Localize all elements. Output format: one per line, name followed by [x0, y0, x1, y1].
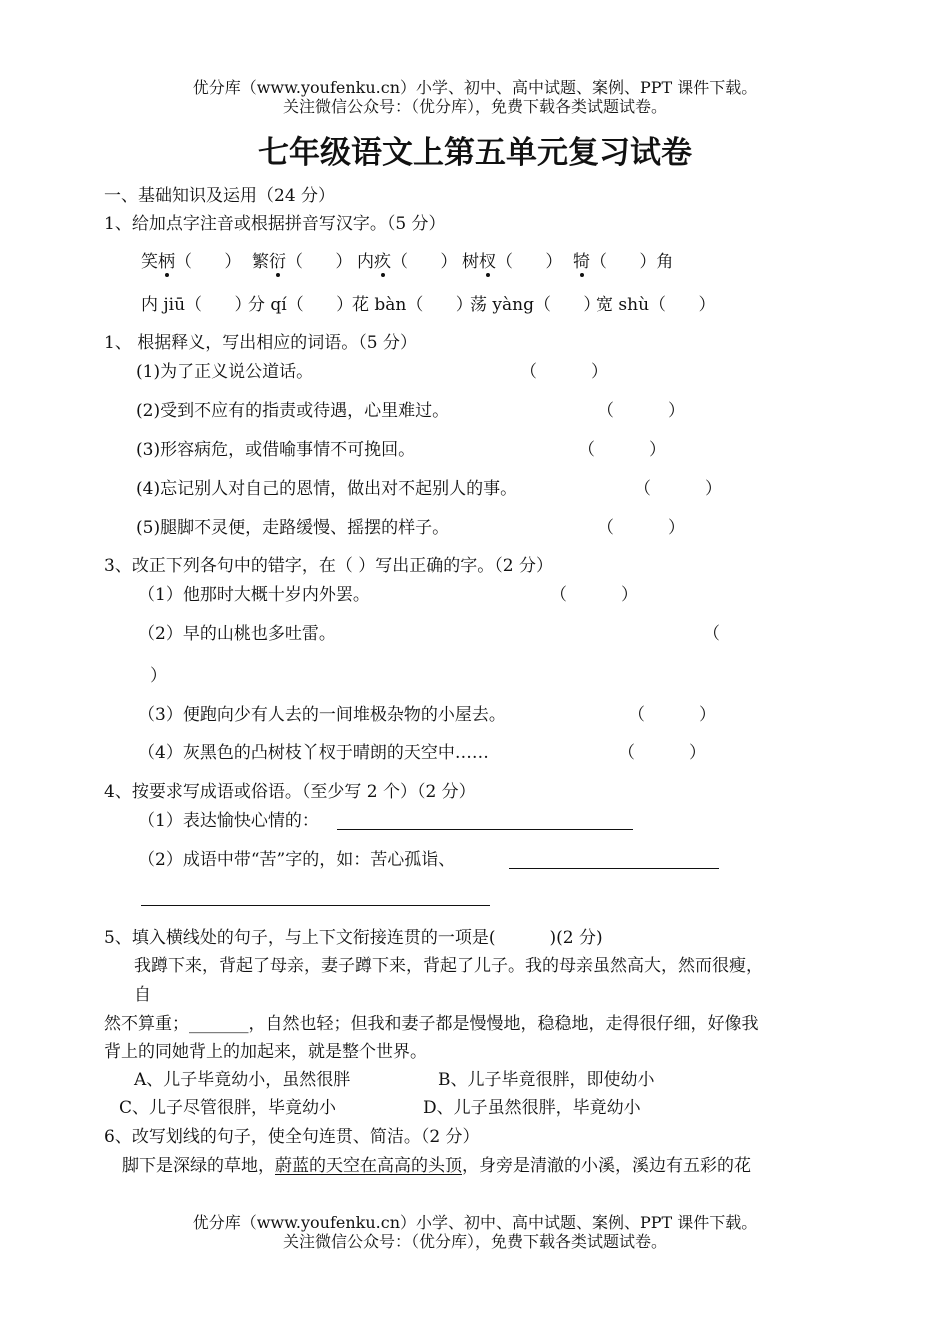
q3-item: （4）灰黑色的凸树枝丫杈于晴朗的天空中…… [138, 743, 489, 763]
q2-blank: （ ） [597, 518, 686, 538]
q5-paragraph-line-1b: 自 [134, 985, 151, 1005]
q1-prompt: 1、给加点字注音或根据拼音写汉字。（5 分） [104, 214, 446, 234]
q1-item: 繁衍（ ） [252, 252, 353, 272]
q1-pinyin-item: 荡 yàng（ ） [470, 295, 601, 315]
section-heading: 一、基础知识及运用（24 分） [104, 186, 336, 206]
q1-pinyin-item: 分 qí（ ） [248, 295, 354, 315]
footer-line-1: 优分库（www.youfenku.cn）小学、初中、高中试题、案例、PPT 课件下载。 [192, 1213, 758, 1232]
dotted-char: 疚 [374, 252, 391, 272]
q3-blank: （ ） [628, 705, 717, 725]
q2-blank: （ ） [578, 440, 667, 460]
q3-blank: （ ） [618, 743, 707, 763]
q5-option-b[interactable]: B、儿子毕竟很胖，即使幼小 [438, 1070, 655, 1090]
q3-prompt: 3、改正下列各句中的错字，在（ ）写出正确的字。（2 分） [104, 556, 553, 576]
answer-line[interactable] [337, 829, 633, 830]
dotted-char: 柄 [158, 252, 175, 272]
q2-item: (5)腿脚不灵便，走路缓慢、摇摆的样子。 [136, 518, 450, 538]
q3-item: （3）便跑向少有人去的一间堆极杂物的小屋去。 [138, 705, 506, 725]
q1-pinyin-item: 内 jiū（ ） [141, 295, 252, 315]
q5-paragraph-line-2: 然不算重；_______，自然也轻；但我和妻子都是慢慢地，稳稳地，走得很仔细，好像我 [104, 1014, 759, 1034]
q4-prompt: 4、按要求写成语或俗语。（至少写 2 个）（2 分） [104, 782, 476, 802]
q6-prompt: 6、改写划线的句子，使全句连贯、简洁。（2 分） [104, 1127, 480, 1147]
q5-option-a[interactable]: A、儿子毕竟幼小，虽然很胖 [134, 1070, 351, 1090]
q2-blank: （ ） [634, 479, 723, 499]
q4-item-2: （2）成语中带“苦”字的，如：苦心孤诣、 [138, 850, 456, 870]
answer-line[interactable] [141, 905, 490, 906]
q6-sentence: 脚下是深绿的草地，蔚蓝的天空在高高的头顶，身旁是清澈的小溪，溪边有五彩的花 [122, 1156, 751, 1176]
q5-prompt: 5、填入横线处的句子，与上下文衔接连贯的一项是( )(2 分) [104, 928, 603, 948]
q4-item-1: （1）表达愉快心情的： [138, 811, 319, 831]
footer-line-2: 关注微信公众号：（优分库），免费下载各类试题试卷。 [282, 1232, 667, 1251]
dotted-char: 衍 [269, 252, 286, 272]
header-line-1: 优分库（www.youfenku.cn）小学、初中、高中试题、案例、PPT 课件下载。 [192, 78, 758, 97]
q3-blank: （ ） [550, 585, 639, 605]
q1-pinyin-item: 花 bàn（ ） [352, 295, 473, 315]
dotted-char: 杈 [479, 252, 496, 272]
q1-item: 树杈（ ） [462, 252, 563, 272]
q2-item: (4)忘记别人对自己的恩情，做出对不起别人的事。 [136, 479, 518, 499]
q2-prompt: 1、 根据释义，写出相应的词语。（5 分） [104, 333, 417, 353]
answer-line[interactable] [509, 868, 719, 869]
q3-blank-close: ） [150, 666, 167, 686]
q5-option-c[interactable]: C、儿子尽管很胖，毕竟幼小 [119, 1098, 337, 1118]
q1-pinyin-item: 宽 shù（ ） [596, 295, 716, 315]
q1-item: 内疚（ ） [357, 252, 458, 272]
q3-blank-open: （ [703, 624, 720, 644]
q2-item: (2)受到不应有的指责或待遇，心里难过。 [136, 401, 450, 421]
q2-item: (3)形容病危，或借喻事情不可挽回。 [136, 440, 416, 460]
q1-item: 笑柄（ ） [141, 252, 242, 272]
q2-item: (1)为了正义说公道话。 [136, 362, 314, 382]
q5-paragraph-line-1: 我蹲下来，背起了母亲，妻子蹲下来，背起了儿子。我的母亲虽然高大，然而很瘦， [134, 956, 763, 976]
header-line-2: 关注微信公众号：（优分库），免费下载各类试题试卷。 [282, 97, 667, 116]
q5-option-d[interactable]: D、儿子虽然很胖，毕竟幼小 [423, 1098, 641, 1118]
q3-item: （2）早的山桃也多吐雷。 [138, 624, 336, 644]
page-title: 七年级语文上第五单元复习试卷 [258, 135, 692, 171]
fill-blank[interactable]: _______ [189, 1014, 249, 1034]
q2-blank: （ ） [520, 362, 609, 382]
dotted-char: 犄 [573, 252, 590, 272]
underlined-phrase: 蔚蓝的天空在高高的头顶 [275, 1156, 462, 1176]
q3-item: （1）他那时大概十岁内外罢。 [138, 585, 370, 605]
q1-item: 犄（ ）角 [573, 252, 674, 272]
q5-paragraph-line-3: 背上的同她背上的加起来，就是整个世界。 [104, 1042, 427, 1062]
q2-blank: （ ） [597, 401, 686, 421]
